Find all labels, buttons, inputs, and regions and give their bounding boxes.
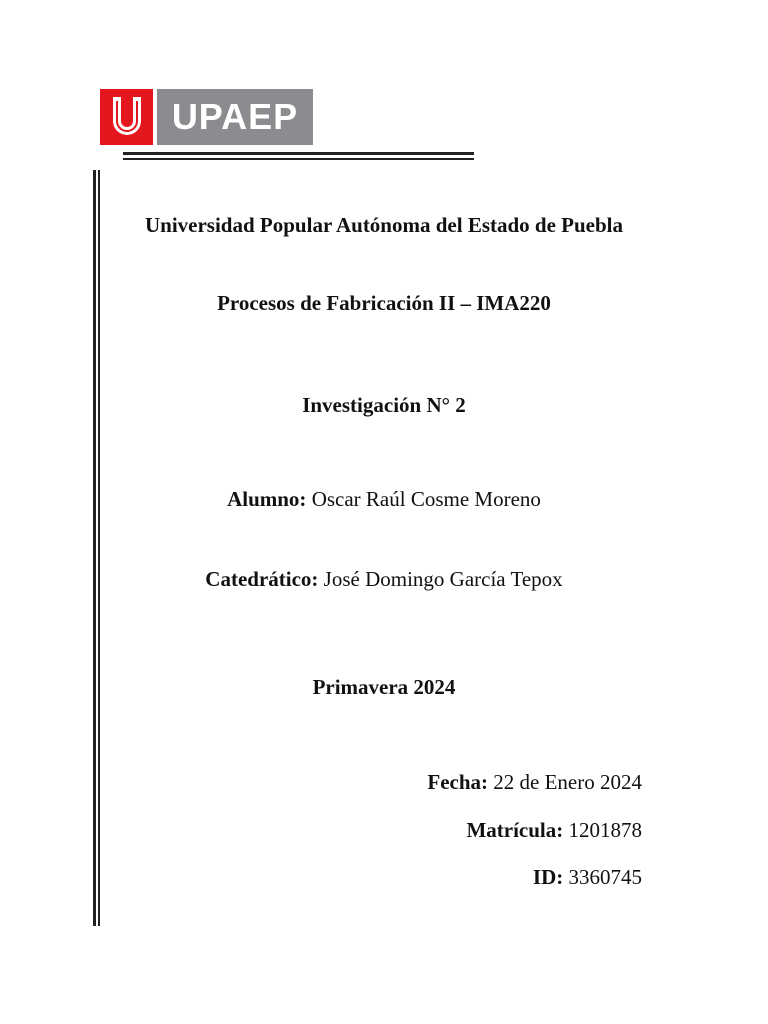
professor-line bbox=[0, 566, 768, 592]
student-label: Alumno: bbox=[227, 487, 307, 511]
date-label: Fecha: bbox=[427, 770, 489, 794]
header-rule-thick bbox=[123, 152, 474, 155]
term: Primavera 2024 bbox=[312, 675, 456, 699]
side-rule-thick bbox=[93, 170, 96, 926]
logo-wordmark: UPAEP bbox=[157, 89, 313, 145]
professor-label: Catedrático: bbox=[205, 567, 319, 591]
upaep-logo bbox=[100, 89, 313, 145]
side-rule-thin bbox=[98, 170, 100, 926]
id-value: 3360745 bbox=[568, 865, 642, 889]
student-line bbox=[0, 486, 768, 512]
university-name: Universidad Popular Autónoma del Estado de Puebla bbox=[144, 213, 624, 237]
date-line bbox=[0, 769, 642, 795]
assignment-title: Investigación N° 2 bbox=[302, 393, 466, 417]
date-value: 22 de Enero 2024 bbox=[493, 770, 642, 794]
id-line bbox=[0, 864, 642, 890]
upaep-u-mark-icon bbox=[100, 89, 153, 145]
course-title: Procesos de Fabricación II – IMA220 bbox=[217, 291, 551, 315]
enrollment-line bbox=[0, 817, 642, 843]
id-label: ID: bbox=[532, 865, 564, 889]
enrollment-value: 1201878 bbox=[568, 818, 642, 842]
enrollment-label: Matrícula: bbox=[466, 818, 564, 842]
professor-name: José Domingo García Tepox bbox=[323, 567, 563, 591]
student-name: Oscar Raúl Cosme Moreno bbox=[311, 487, 541, 511]
header-rule-thin bbox=[123, 158, 474, 160]
